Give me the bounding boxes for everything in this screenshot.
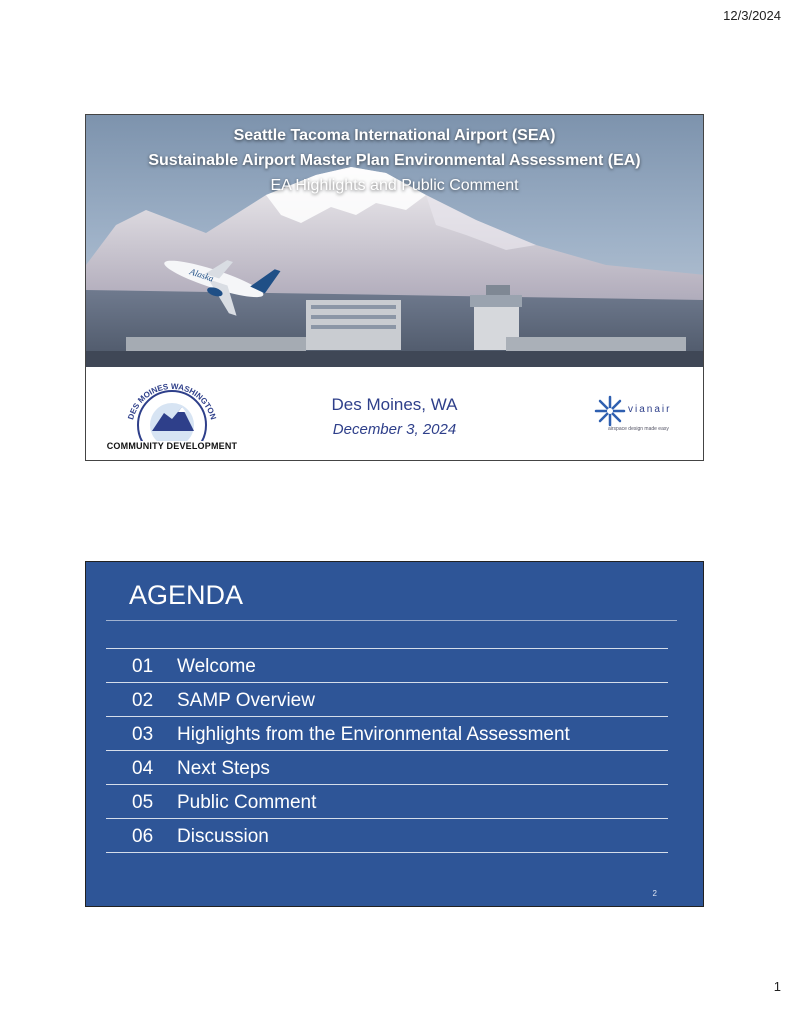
print-date: 12/3/2024: [723, 8, 781, 23]
hero-image: [86, 115, 703, 367]
agenda-title: AGENDA: [129, 580, 244, 610]
agenda-item: [106, 818, 668, 853]
agenda-item: [106, 716, 668, 750]
agenda-item-label: Welcome: [177, 656, 256, 677]
page-number: 1: [773, 979, 781, 994]
logo-caption: COMMUNITY DEVELOPMENT: [106, 441, 238, 451]
agenda-item-label: Discussion: [177, 826, 269, 847]
vianair-name: vianair: [628, 404, 672, 415]
agenda-item-number: 06: [132, 826, 154, 847]
agenda-item-number: 05: [132, 792, 154, 813]
slide-subtitle: EA Highlights and Public Comment: [270, 177, 519, 194]
agenda-item-label: Public Comment: [177, 792, 317, 813]
slide-title-line-1: Seattle Tacoma International Airport (SEA): [233, 127, 556, 144]
agenda-item-number: 02: [132, 690, 154, 711]
snowflake-icon: [594, 395, 626, 427]
slide-footer-band: [86, 367, 703, 461]
agenda-list: [106, 648, 668, 853]
agenda-item: [106, 682, 668, 716]
agenda-item-number: 03: [132, 724, 154, 745]
slide-title-line-2: Sustainable Airport Master Plan Environmental Assessment (EA): [148, 152, 641, 169]
logo-arc-text: DES MOINES WASHINGTON: [126, 381, 218, 421]
agenda-item-number: 04: [132, 758, 154, 779]
vianair-tagline: airspace design made easy: [608, 426, 669, 432]
title-slide: [85, 114, 704, 461]
agenda-item-label: Highlights from the Environmental Assessment: [177, 724, 570, 745]
des-moines-logo: [102, 379, 242, 457]
slide-number: 2: [652, 889, 657, 898]
agenda-slide: [85, 561, 704, 907]
agenda-item: [106, 750, 668, 784]
aircraft-livery: Alaska: [188, 266, 215, 284]
agenda-item-label: SAMP Overview: [177, 690, 315, 711]
agenda-item: [106, 784, 668, 818]
vianair-logo: [594, 395, 694, 440]
agenda-item: [106, 648, 668, 682]
event-location: Des Moines, WA: [331, 395, 458, 414]
title-divider: [106, 620, 677, 621]
agenda-item-number: 01: [132, 656, 154, 677]
event-date: December 3, 2024: [332, 421, 457, 438]
agenda-item-label: Next Steps: [177, 758, 270, 779]
